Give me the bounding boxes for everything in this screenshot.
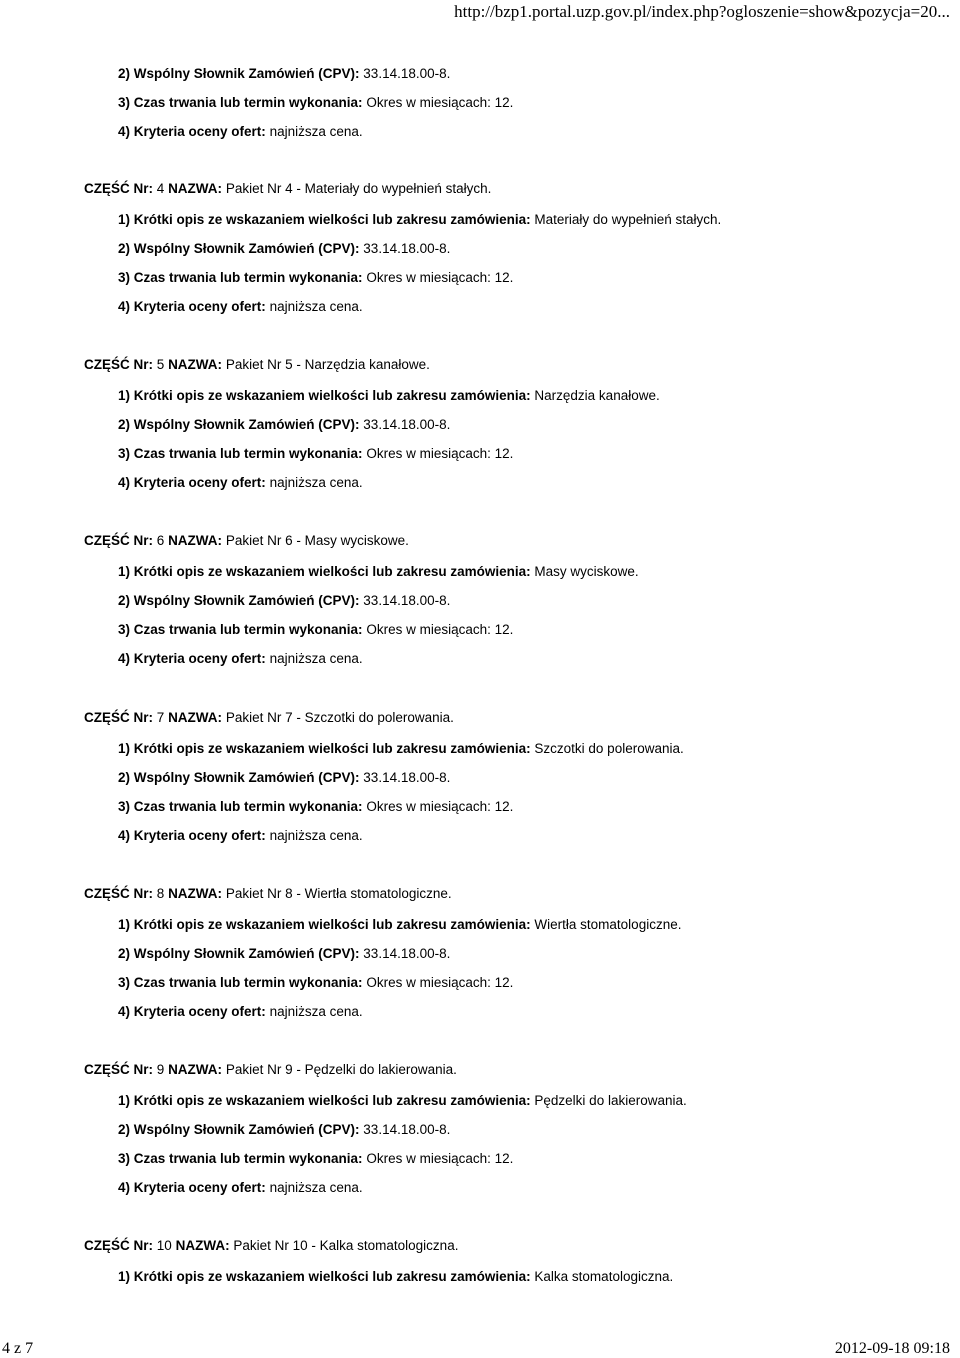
description-line: 1) Krótki opis ze wskazaniem wielkości lub zakresu zamówienia: Masy wyciskowe. (118, 564, 639, 579)
cpv-line: 2) Wspólny Słownik Zamówień (CPV): 33.14.18.00-8. (118, 66, 451, 81)
criteria-line: 4) Kryteria oceny ofert: najniższa cena. (118, 828, 363, 843)
duration-line: 3) Czas trwania lub termin wykonania: Okres w miesiącach: 12. (118, 95, 514, 110)
criteria-line: 4) Kryteria oceny ofert: najniższa cena. (118, 299, 363, 314)
description-line: 1) Krótki opis ze wskazaniem wielkości lub zakresu zamówienia: Kalka stomatologiczna. (118, 1269, 674, 1284)
cpv-line: 2) Wspólny Słownik Zamówień (CPV): 33.14.18.00-8. (118, 1122, 451, 1137)
description-line: 1) Krótki opis ze wskazaniem wielkości lub zakresu zamówienia: Wiertła stomatologiczne. (118, 917, 682, 932)
part-heading: CZĘŚĆ Nr: 8 NAZWA: Pakiet Nr 8 - Wiertła stomatologiczne. (84, 886, 452, 901)
description-line: 1) Krótki opis ze wskazaniem wielkości lub zakresu zamówienia: Pędzelki do lakierowania. (118, 1093, 687, 1108)
print-datetime: 2012-09-18 09:18 (834, 1340, 950, 1357)
duration-line: 3) Czas trwania lub termin wykonania: Okres w miesiącach: 12. (118, 446, 514, 461)
duration-line: 3) Czas trwania lub termin wykonania: Okres w miesiącach: 12. (118, 622, 514, 637)
criteria-line: 4) Kryteria oceny ofert: najniższa cena. (118, 651, 363, 666)
part-heading: CZĘŚĆ Nr: 6 NAZWA: Pakiet Nr 6 - Masy wyciskowe. (84, 533, 409, 548)
duration-line: 3) Czas trwania lub termin wykonania: Okres w miesiącach: 12. (118, 975, 514, 990)
description-line: 1) Krótki opis ze wskazaniem wielkości lub zakresu zamówienia: Narzędzia kanałowe. (118, 388, 660, 403)
cpv-line: 2) Wspólny Słownik Zamówień (CPV): 33.14.18.00-8. (118, 593, 451, 608)
criteria-line: 4) Kryteria oceny ofert: najniższa cena. (118, 1180, 363, 1195)
duration-line: 3) Czas trwania lub termin wykonania: Okres w miesiącach: 12. (118, 270, 514, 285)
cpv-line: 2) Wspólny Słownik Zamówień (CPV): 33.14.18.00-8. (118, 946, 451, 961)
part-heading: CZĘŚĆ Nr: 7 NAZWA: Pakiet Nr 7 - Szczotki do polerowania. (84, 710, 454, 725)
page-url: http://bzp1.portal.uzp.gov.pl/index.php?ogloszenie=show&pozycja=20... (454, 2, 950, 21)
criteria-line: 4) Kryteria oceny ofert: najniższa cena. (118, 124, 363, 139)
part-heading: CZĘŚĆ Nr: 4 NAZWA: Pakiet Nr 4 - Materiały do wypełnień stałych. (84, 181, 492, 196)
part-heading: CZĘŚĆ Nr: 5 NAZWA: Pakiet Nr 5 - Narzędzia kanałowe. (84, 357, 430, 372)
cpv-line: 2) Wspólny Słownik Zamówień (CPV): 33.14.18.00-8. (118, 241, 451, 256)
duration-line: 3) Czas trwania lub termin wykonania: Okres w miesiącach: 12. (118, 799, 514, 814)
duration-line: 3) Czas trwania lub termin wykonania: Okres w miesiącach: 12. (118, 1151, 514, 1166)
part-heading: CZĘŚĆ Nr: 10 NAZWA: Pakiet Nr 10 - Kalka stomatologiczna. (84, 1238, 459, 1253)
criteria-line: 4) Kryteria oceny ofert: najniższa cena. (118, 1004, 363, 1019)
cpv-line: 2) Wspólny Słownik Zamówień (CPV): 33.14.18.00-8. (118, 417, 451, 432)
description-line: 1) Krótki opis ze wskazaniem wielkości lub zakresu zamówienia: Materiały do wypełnień stałych. (118, 212, 722, 227)
criteria-line: 4) Kryteria oceny ofert: najniższa cena. (118, 475, 363, 490)
part-heading: CZĘŚĆ Nr: 9 NAZWA: Pakiet Nr 9 - Pędzelki do lakierowania. (84, 1062, 457, 1077)
description-line: 1) Krótki opis ze wskazaniem wielkości lub zakresu zamówienia: Szczotki do polerowania. (118, 741, 684, 756)
page-number: 4 z 7 (2, 1340, 34, 1357)
cpv-line: 2) Wspólny Słownik Zamówień (CPV): 33.14.18.00-8. (118, 770, 451, 785)
